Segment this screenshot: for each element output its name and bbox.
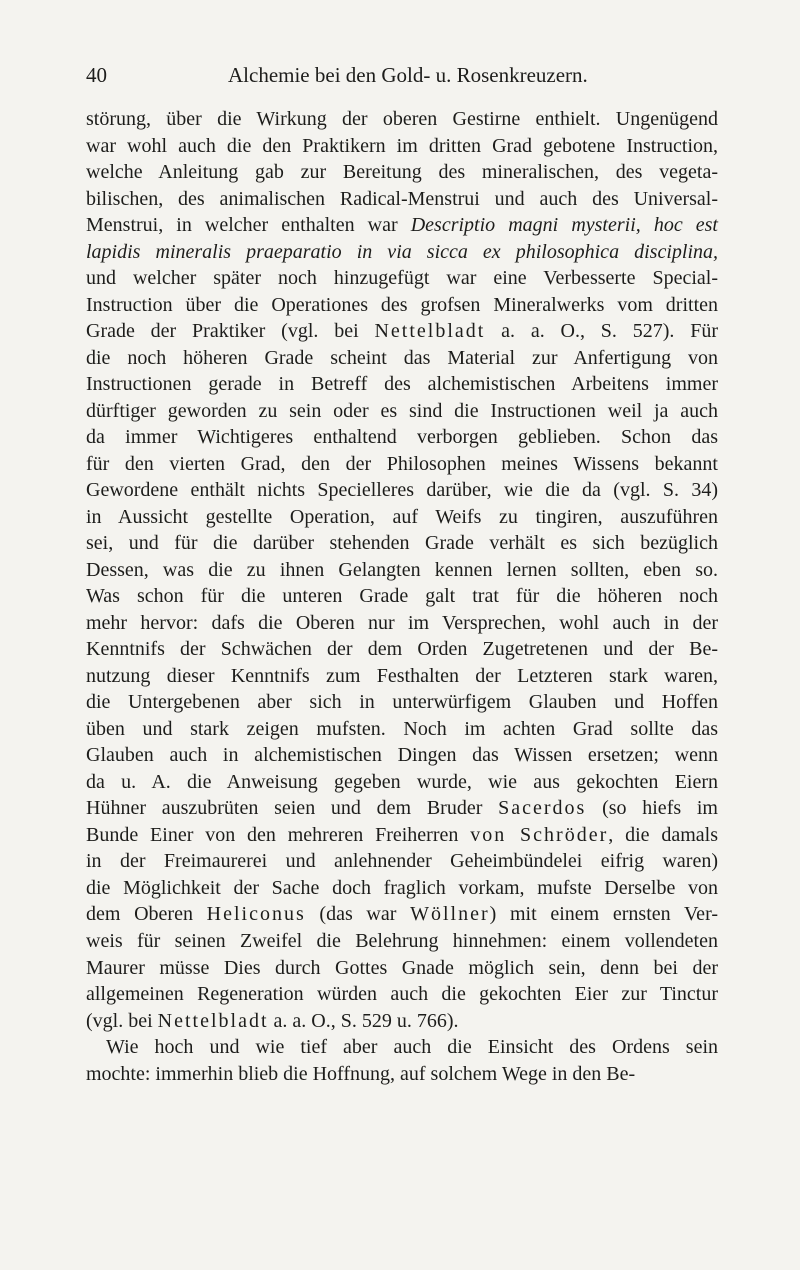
text-line — [86, 928, 718, 955]
text-run: sei, und für die darüber stehenden Grade verhält es sich bezüglich — [86, 532, 718, 555]
text-line — [86, 424, 718, 451]
text-run: da u. A. die Anweisung gegeben wurde, wie aus gekochten Eiern — [86, 770, 718, 793]
text-run: in Aussicht gestellte Operation, auf Weifs zu tingiren, auszuführen — [86, 505, 718, 528]
text-run: bilischen, des animalischen Radical-Menstrui und auch des Universal- — [86, 187, 718, 210]
text-line — [86, 345, 718, 372]
text-run: Bunde Einer von den mehreren Freiherren — [86, 823, 471, 846]
text-line — [86, 292, 718, 319]
text-line — [86, 159, 718, 186]
text-run: Instructionen gerade in Betreff des alchemistischen Arbeitens immer — [86, 373, 718, 396]
text-line — [86, 398, 718, 425]
text-run: Glauben auch in alchemistischen Dingen das Wissen ersetzen; wenn — [86, 744, 718, 767]
text-run: (das war — [305, 903, 411, 926]
text-line — [86, 955, 718, 982]
text-run: störung, über die Wirkung der oberen Gestirne enthielt. Ungenügend — [86, 108, 718, 130]
text-line — [86, 371, 718, 398]
text-line — [86, 1008, 718, 1035]
text-run: mehr hervor: dafs die Oberen nur im Versprechen, wohl auch in der — [86, 611, 718, 634]
text-run: üben und stark zeigen mufsten. Noch im achten Grad sollte das — [86, 717, 718, 740]
text-line — [86, 212, 718, 239]
text-run: (so hiefs im — [586, 797, 718, 820]
text-line — [86, 133, 718, 160]
text-line — [86, 504, 718, 531]
spaced-name: Nettelbladt — [374, 320, 486, 343]
text-run: allgemeinen Regeneration würden auch die gekochten Eier zur Tinctur — [86, 983, 718, 1006]
spaced-name: von Schröder — [470, 823, 609, 846]
text-line — [86, 742, 718, 769]
text-line — [86, 981, 718, 1008]
text-run: (vgl. bei — [86, 1009, 158, 1032]
page-number: 40 — [86, 63, 107, 87]
text-run: welche Anleitung gab zur Bereitung des mineralischen, des vegeta- — [86, 161, 718, 184]
text-run: Kenntnifs der Schwächen der dem Orden Zugetretenen und der Be- — [86, 638, 718, 661]
text-line — [86, 769, 718, 796]
text-run: Dessen, was die zu ihnen Gelangten kennen lernen sollten, eben so. — [86, 558, 718, 581]
text-line — [86, 265, 718, 292]
text-run: Instruction über die Operationes des grofsen Mineralwerks vom dritten — [86, 293, 718, 316]
italic-text: lapidis mineralis praeparatio in via sicca ex philosophica disciplina, — [86, 240, 718, 263]
spaced-name: Sacerdos — [498, 797, 587, 820]
italic-text: Descriptio magni mysterii, hoc est — [410, 214, 718, 237]
text-run: Hühner auszubrüten seien und dem Bruder — [86, 797, 499, 820]
text-line — [86, 1061, 718, 1088]
text-line — [86, 636, 718, 663]
text-run: Wie hoch und wie tief aber auch die Einsicht des Ordens sein — [106, 1036, 718, 1059]
text-line — [86, 186, 718, 213]
text-line — [86, 848, 718, 875]
text-run: die noch höheren Grade scheint das Material zur Anfertigung von — [86, 346, 718, 369]
text-run: die Untergebenen aber sich in unterwürfigem Glauben und Hoffen — [86, 691, 718, 714]
text-line — [86, 716, 718, 743]
text-line — [86, 795, 718, 822]
running-head — [86, 62, 718, 88]
text-run: war wohl auch die den Praktikern im dritten Grad gebotene Instruction, — [86, 134, 718, 157]
spaced-name: Heliconus — [206, 903, 306, 926]
text-run: die Möglichkeit der Sache doch fraglich vorkam, mufste Derselbe von — [86, 876, 718, 899]
spaced-name: Wöllner — [410, 903, 490, 926]
text-line — [86, 318, 718, 345]
text-run: ) mit einem ernsten Ver- — [489, 903, 718, 926]
text-line — [86, 1034, 718, 1061]
text-run: Grade der Praktiker (vgl. bei — [86, 320, 375, 343]
text-line — [86, 663, 718, 690]
text-run: , die damals — [608, 823, 718, 846]
text-line — [86, 610, 718, 637]
text-line — [86, 875, 718, 902]
text-line — [86, 477, 718, 504]
text-run: da immer Wichtigeres enthaltend verborgen geblieben. Schon das — [86, 426, 718, 449]
text-line — [86, 583, 718, 610]
running-head-title: Alchemie bei den Gold- u. Rosenkreuzern. — [228, 63, 588, 87]
text-run: weis für seinen Zweifel die Belehrung hinnehmen: einem vollendeten — [86, 929, 718, 952]
text-run: Was schon für die unteren Grade galt trat für die höheren noch — [86, 585, 718, 608]
text-line — [86, 822, 718, 849]
text-line — [86, 239, 718, 266]
text-run: für den vierten Grad, den der Philosophen meines Wissens bekannt — [86, 452, 718, 475]
text-run: dürftiger geworden zu sein oder es sind die Instructionen weil ja auch — [86, 399, 718, 422]
text-line — [86, 106, 718, 133]
text-line — [86, 557, 718, 584]
text-run: und welcher später noch hinzugefügt war eine Verbesserte Special- — [86, 267, 718, 290]
text-run: a. a. O., S. 529 u. 766). — [268, 1009, 459, 1032]
text-run: Menstrui, in welcher enthalten war — [86, 214, 411, 237]
text-run: mochte: immerhin blieb die Hoffnung, auf solchem Wege in den Be- — [86, 1062, 636, 1085]
text-run: dem Oberen — [86, 903, 207, 926]
body-text — [86, 106, 718, 1087]
text-line — [86, 901, 718, 928]
text-line — [86, 530, 718, 557]
text-run: in der Freimaurerei und anlehnender Geheimbündelei eifrig waren) — [86, 850, 718, 873]
text-run: nutzung dieser Kenntnifs zum Festhalten der Letzteren stark waren, — [86, 664, 718, 687]
text-line — [86, 689, 718, 716]
text-run: a. a. O., S. 527). Für — [485, 320, 719, 343]
text-run: Gewordene enthält nichts Specielleres darüber, wie die da (vgl. S. 34) — [86, 479, 718, 502]
text-line — [86, 451, 718, 478]
spaced-name: Nettelbladt — [157, 1009, 269, 1032]
text-run: Maurer müsse Dies durch Gottes Gnade möglich sein, denn bei der — [86, 956, 718, 979]
